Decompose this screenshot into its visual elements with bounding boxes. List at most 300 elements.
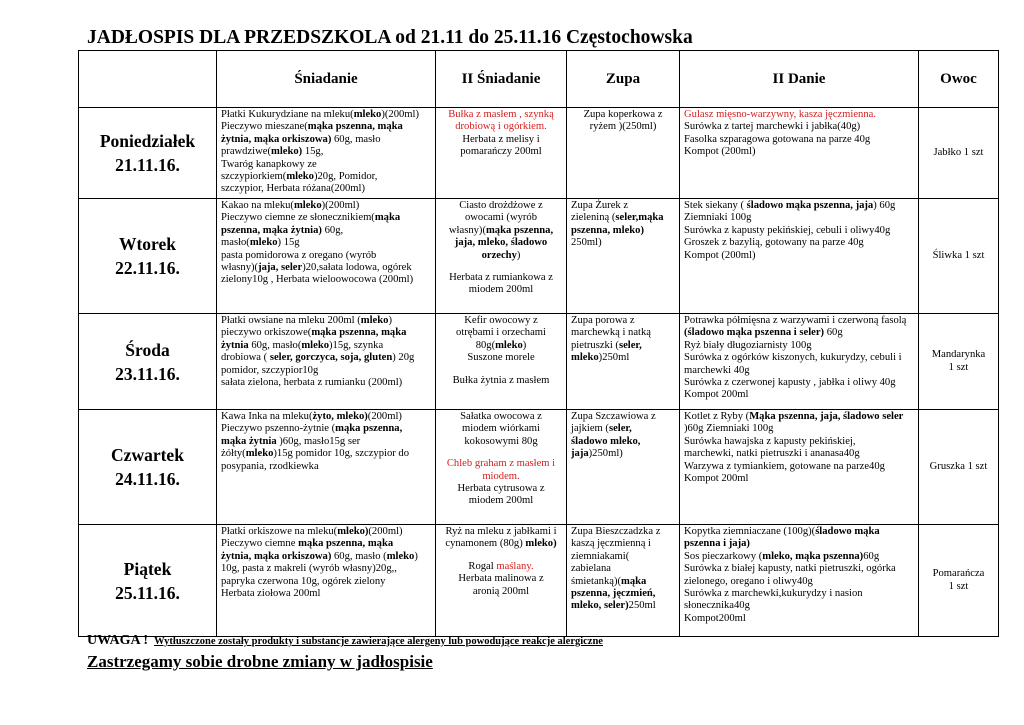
menu-text: )20g, Pomidor, [313,171,378,183]
allergen-text: mleko [286,171,314,183]
menu-text: Groszek z bazylią, gotowany na parze 40g [684,237,864,249]
menu-line [221,411,431,423]
menu-text: Kotlet z Ryby ( [684,411,750,422]
menu-text: Kompot (200ml) [684,249,756,261]
menu-text: ) [414,550,418,562]
menu-line [221,262,431,274]
menu-line [440,526,562,538]
menu-line [221,171,431,183]
menu-line [684,411,914,423]
menu-text: Surówka z marchewki,kukurydzy i nasion [684,588,863,600]
allergen-text: seler,mąka [615,212,664,224]
menu-text: Suszone morele [467,352,535,364]
menu-line [684,423,914,435]
menu-text: Płatki Kukurydziane na mleku( [221,109,354,120]
menu-text: pomidor, szczypior10g [221,364,319,376]
menu-text: )(200ml) [381,109,420,120]
menu-text: ) [516,249,521,261]
allergen-text: seler, [608,423,632,435]
menu-text: Bułka z masłem , szynką [448,109,554,120]
allergen-text: jaja, mleko, śladowo [454,237,548,249]
menu-line [221,526,431,538]
second-breakfast-cell [436,410,567,525]
day-name: Wtorek [118,234,177,254]
menu-text: ) [522,339,527,351]
main-course-cell [680,199,919,314]
menu-text: Surówka z ogórków kiszonych, kukurydzy, cebuli i [684,352,902,364]
menu-line [571,448,675,460]
menu-text: Chleb graham z masłem i [446,458,556,470]
menu-text: Kompot 200ml [684,473,749,485]
menu-line [440,340,562,352]
menu-line [684,109,914,121]
menu-text: Kakao na mleku( [221,200,294,211]
menu-line [684,538,914,550]
menu-line [684,389,914,401]
allergen-text: mleko, seler) [571,600,629,612]
menu-line [440,200,562,212]
menu-text: Surówka z kapusty pekińskiej, cebuli i oliwy40g [684,224,891,236]
menu-text: Herbata ziołowa 200ml [221,588,321,600]
menu-text: zabielana [571,563,611,575]
menu-text: pasta pomidorowa z oregano (wyrób [221,249,377,261]
day-row [79,410,999,525]
day-name: Poniedziałek [99,131,196,151]
menu-text: Surówka z czerwonej kapusty , jabłka i oliwy 40g [684,377,896,389]
day-row [79,108,999,199]
menu-line [221,315,431,327]
menu-text: posypania, rzodkiewka [221,460,319,472]
menu-line [684,121,914,133]
menu-line [571,121,675,133]
menu-line [440,573,562,585]
day-row [79,314,999,410]
menu-line [684,225,914,237]
menu-text: Potrawka półmięsna z warzywami i czerwoną fasolą [684,315,907,326]
menu-line [440,458,562,470]
fruit-cell: Śliwka 1 szt [919,199,999,314]
header-row [79,51,999,108]
menu-text: pietruszki ( [571,339,619,351]
menu-line [684,352,914,364]
menu-text: zieleniną ( [571,212,616,224]
menu-line [221,352,431,364]
menu-text: Stek siekany ( [684,200,747,211]
allergen-text: żyto, mleko) [312,411,368,422]
menu-text: Pieczywo mieszane( [221,121,308,133]
allergen-text: mleko [249,237,278,249]
day-date: 25.11.16. [115,582,180,603]
menu-text: sałata zielona, herbata z rumianku (200ml) [221,377,403,389]
menu-line [571,327,675,339]
menu-text: prawdziwe( [221,146,271,158]
menu-line [684,315,914,327]
menu-text: Kompot 200ml [684,389,749,401]
menu-text: pieczywo orkiszowe( [221,327,312,339]
main-course-cell [680,525,919,637]
menu-line [571,526,675,538]
breakfast-cell [217,314,436,410]
soup-cell [567,525,680,637]
menu-text: drobiową i ogórkiem. [455,121,547,133]
menu-text: (200ml) [367,411,402,422]
menu-text: własny)( [448,224,486,236]
menu-line [221,200,431,212]
menu-line [221,225,431,237]
menu-text: 250ml) [571,237,602,249]
column-header-soup: Zupa [567,51,680,108]
column-header-fruit: Owoc [919,51,999,108]
allergen-text: śladowo mąka pszenna, jaja [746,200,874,211]
menu-line [221,121,431,133]
menu-line [440,471,562,483]
allergen-text: mąka żytnia [221,435,277,447]
menu-line [684,200,914,212]
menu-line [440,146,562,158]
menu-line [221,377,431,389]
menu-text: 60g, [321,224,344,236]
fruit-cell: Jabłko 1 szt [919,108,999,199]
menu-text: zielonego, oregano i oliwy40g [684,575,813,587]
menu-line [684,436,914,448]
menu-text: aronią 200ml [472,585,530,597]
menu-line [221,109,431,121]
spacer [440,551,562,561]
menu-text: Herbata z rumiankowa z [449,272,553,284]
menu-text: otrębami i orzechami [455,327,546,339]
menu-line [684,461,914,473]
menu-line [221,237,431,249]
allergen-text: mleko) [525,538,557,550]
soup-cell [567,410,680,525]
menu-text: Zupa Szczawiowa z [571,411,656,422]
menu-line [684,448,914,460]
menu-text: owocami (wyrób [464,212,538,224]
menu-text: Ryż biały długoziarnisty 100g [684,339,812,351]
warning-label: UWAGA ! [87,633,149,648]
menu-line [440,212,562,224]
menu-line [571,600,675,612]
menu-text: )250ml) [588,448,623,460]
day-date: 21.11.16. [115,155,180,175]
menu-line [440,237,562,249]
menu-line [684,365,914,377]
menu-text: Zupa porowa z [571,315,635,326]
second-breakfast-cell [436,314,567,410]
menu-text: pomarańczy 200ml [460,146,542,158]
menu-line [571,200,675,212]
menu-text: Kefir owocowy z [464,315,538,326]
column-header-breakfast: Śniadanie [217,51,436,108]
allergen-warning [87,633,603,649]
menu-line [440,109,562,121]
spacer [440,262,562,272]
menu-text: Herbata malinowa z [458,573,544,585]
menu-line [571,423,675,435]
menu-text: Gulasz mięsno-warzywny, kasza jęczmienna. [684,109,876,120]
day-row [79,525,999,637]
allergen-text: mleko [245,448,274,460]
allergen-text: seler, gorczyca, soja, gluten [269,352,393,364]
menu-line [440,495,562,507]
menu-text: marchewki 40g [684,364,750,376]
menu-line [684,212,914,224]
allergen-text: mleko [360,315,389,326]
menu-text: Sałatka owocowa z [460,411,542,422]
menu-line [440,284,562,296]
allergen-text: seler, [618,339,642,351]
allergen-text: mąka pszenna, mąka [311,327,407,339]
menu-line [571,352,675,364]
menu-text: Pieczywo ciemne ze słonecznikiem( [221,212,375,224]
menu-text: 60g [863,550,880,562]
menu-line [684,600,914,612]
menu-line [440,250,562,262]
menu-line [440,411,562,423]
day-date: 24.11.16. [115,469,180,489]
menu-line [221,365,431,377]
menu-line [571,315,675,327]
menu-text: miodem 200ml [468,495,534,507]
menu-line [221,588,431,600]
menu-text: Zupa Żurek z [571,200,629,211]
menu-line [571,237,675,249]
menu-text: (200ml) [368,526,403,537]
allergen-text: jaja [571,448,589,460]
menu-text: Fasolka szparagowa gotowana na parze 40g [684,133,871,145]
menu-line [684,327,914,339]
day-date: 23.11.16. [115,363,180,384]
menu-text: miodem 200ml [468,284,534,296]
menu-text: Warzywa z tymiankiem, gotowane na parze40g [684,460,885,472]
day-name: Piątek [123,558,172,579]
menu-text: Sos pieczarkowy ( [684,550,763,562]
menu-line [440,538,562,550]
menu-text: kaszą jęczmienną i [571,538,651,550]
menu-text: jajkiem ( [571,423,609,435]
day-cell [79,108,217,199]
menu-line [221,448,431,460]
menu-text: Surówka z tartej marchewki i jabłka(40g) [684,121,861,133]
menu-line [221,134,431,146]
menu-line [440,375,562,387]
allergen-text: mąka pszenna, mąka [307,121,403,133]
menu-line [221,212,431,224]
menu-line [684,340,914,352]
menu-text: marchewki, natki pietruszki i ananasa40g [684,448,860,460]
menu-text: )15g pomidor 10g, szczypior do [273,448,410,460]
menu-line [684,563,914,575]
menu-text: )20,sałata lodowa, ogórek [302,262,412,274]
menu-text: 250ml [628,600,656,612]
menu-text: Zupa koperkowa z [583,109,663,120]
menu-line [684,576,914,588]
menu-line [571,340,675,352]
allergen-text: żytnia, mąka orkiszowa) [221,550,332,562]
menu-line [221,436,431,448]
breakfast-cell [217,525,436,637]
menu-text: ziemniakami( [571,550,630,562]
menu-text: własny)( [221,262,259,274]
menu-line [684,146,914,158]
menu-line [684,237,914,249]
breakfast-cell [217,199,436,314]
main-course-cell [680,410,919,525]
allergen-text: żytnia [221,339,249,351]
menu-line [440,121,562,133]
allergen-text: pszenna, mąka żytnia) [221,224,322,236]
menu-text: masło( [221,237,250,249]
menu-line [440,561,562,573]
menu-line [684,473,914,485]
menu-text: Kompot (200ml) [684,146,756,158]
menu-text: ) 60g [873,200,896,211]
allergen-text: pszenna, jęczmień, [571,588,656,600]
menu-line [440,315,562,327]
allergen-text: mąka [621,575,647,587]
warning-text: Wytłuszczone zostały produkty i substancje zawierające alergeny lub powodujące reakcje alergiczne [154,636,603,647]
menu-text: żółty( [221,448,246,460]
menu-text: 60g [824,327,843,339]
menu-line [440,272,562,284]
allergen-text: mleko [353,109,382,120]
allergen-text: (śladowo mąka pszenna i seler) [684,327,825,339]
menu-text: )250ml [598,352,630,364]
day-cell [79,314,217,410]
allergen-text: mleko [495,339,523,351]
menu-line [684,134,914,146]
menu-line [221,576,431,588]
menu-line [684,377,914,389]
menu-text: )(200ml) [321,200,360,211]
menu-line [684,526,914,538]
menu-line [684,588,914,600]
menu-line [440,483,562,495]
menu-line [221,327,431,339]
second-breakfast-cell [436,525,567,637]
menu-text: kokosowymi 80g [464,435,538,447]
allergen-text: mąka [374,212,401,224]
menu-line [571,225,675,237]
allergen-text: mleko) [337,526,369,537]
menu-line [221,159,431,171]
menu-line [440,225,562,237]
menu-line [221,146,431,158]
allergen-text: mleko [293,200,322,211]
menu-text: 15g, [302,146,324,158]
menu-line [221,551,431,563]
day-cell [79,410,217,525]
menu-text: ) 15g [277,237,300,249]
menu-text: Kopytka ziemniaczane (100g)( [684,526,816,537]
second-breakfast-cell [436,199,567,314]
allergen-text: orzechy [481,249,517,261]
menu-text: maślany. [496,560,534,572]
menu-text: ) 20g [392,352,415,364]
day-cell [79,199,217,314]
allergen-text: mąka pszenna, [335,423,403,435]
menu-line [221,423,431,435]
menu-text: )60g, masło15g ser [276,435,361,447]
menu-line [221,461,431,473]
menu-line [440,436,562,448]
menu-line [221,183,431,195]
menu-text: Zupa Bieszczadzka z [571,526,661,537]
menu-line [684,250,914,262]
menu-text: Kawa Inka na mleku( [221,411,313,422]
allergen-text: śladowo mąka [815,526,880,537]
menu-line [684,551,914,563]
day-cell [79,525,217,637]
menu-text: Herbata z melisy i [462,133,540,145]
menu-table [78,50,999,637]
menu-line [571,588,675,600]
allergen-text: żytnia, mąka orkiszowa) [221,133,332,145]
menu-text: marchewką i natką [571,327,652,339]
menu-text: 60g, masło [331,133,381,145]
menu-text: cynamonem (80g) [445,538,526,550]
menu-line [571,576,675,588]
menu-text: Pieczywo ciemne [221,538,299,550]
menu-text: Herbata cytrusowa z [457,483,545,495]
main-course-cell [680,314,919,410]
menu-text: Płatki orkiszowe na mleku( [221,526,338,537]
spacer [440,365,562,375]
second-breakfast-cell [436,108,567,199]
allergen-text: mleko [571,352,599,364]
menu-text: szczypiorkiem( [221,171,287,183]
menu-line [440,423,562,435]
spacer [440,448,562,458]
column-header-main-course: II Danie [680,51,919,108]
allergen-text: pszenna i jaja) [684,538,750,550]
menu-text: Twaróg kanapkowy ze [221,158,317,170]
menu-text: szczypior, Herbata różana(200ml) [221,183,365,195]
menu-line [221,274,431,286]
menu-text: Surówka hawajska z kapusty pekińskiej, [684,435,856,447]
menu-text: miodem wiórkami [462,423,540,435]
menu-text: Rogal [468,560,497,572]
menu-line [571,563,675,575]
allergen-text: jaja, seler [258,262,303,274]
fruit-cell: Mandarynka 1 szt [919,314,999,410]
breakfast-cell [217,410,436,525]
day-date: 22.11.16. [115,258,180,278]
day-row [79,199,999,314]
menu-text: ) [388,315,392,326]
menu-line [571,411,675,423]
menu-line [440,352,562,364]
menu-text: miodem. [482,470,520,482]
fruit-cell: Pomarańcza 1 szt [919,525,999,637]
changes-note: Zastrzegamy sobie drobne zmiany w jadłospisie [87,652,433,671]
menu-text: 60g, masło ( [331,550,387,562]
menu-text: 10g, pasta z makreli (wyrób własny)20g,, [221,563,397,575]
column-header-second-breakfast: II Śniadanie [436,51,567,108]
menu-text: Ryż na mleku z jabłkami i [445,526,557,537]
menu-line [440,134,562,146]
menu-line [571,538,675,550]
menu-text: zielony10g , Herbata wieloowocowa (200ml) [221,274,414,286]
fruit-cell: Gruszka 1 szt [919,410,999,525]
main-course-cell [680,108,919,199]
allergen-text: mleko) [271,146,303,158]
menu-line [440,327,562,339]
menu-text: 60g, masło( [248,339,302,351]
menu-line [221,538,431,550]
menu-text: )15g, szynka [329,339,384,351]
menu-text: śmietanką)( [571,575,622,587]
